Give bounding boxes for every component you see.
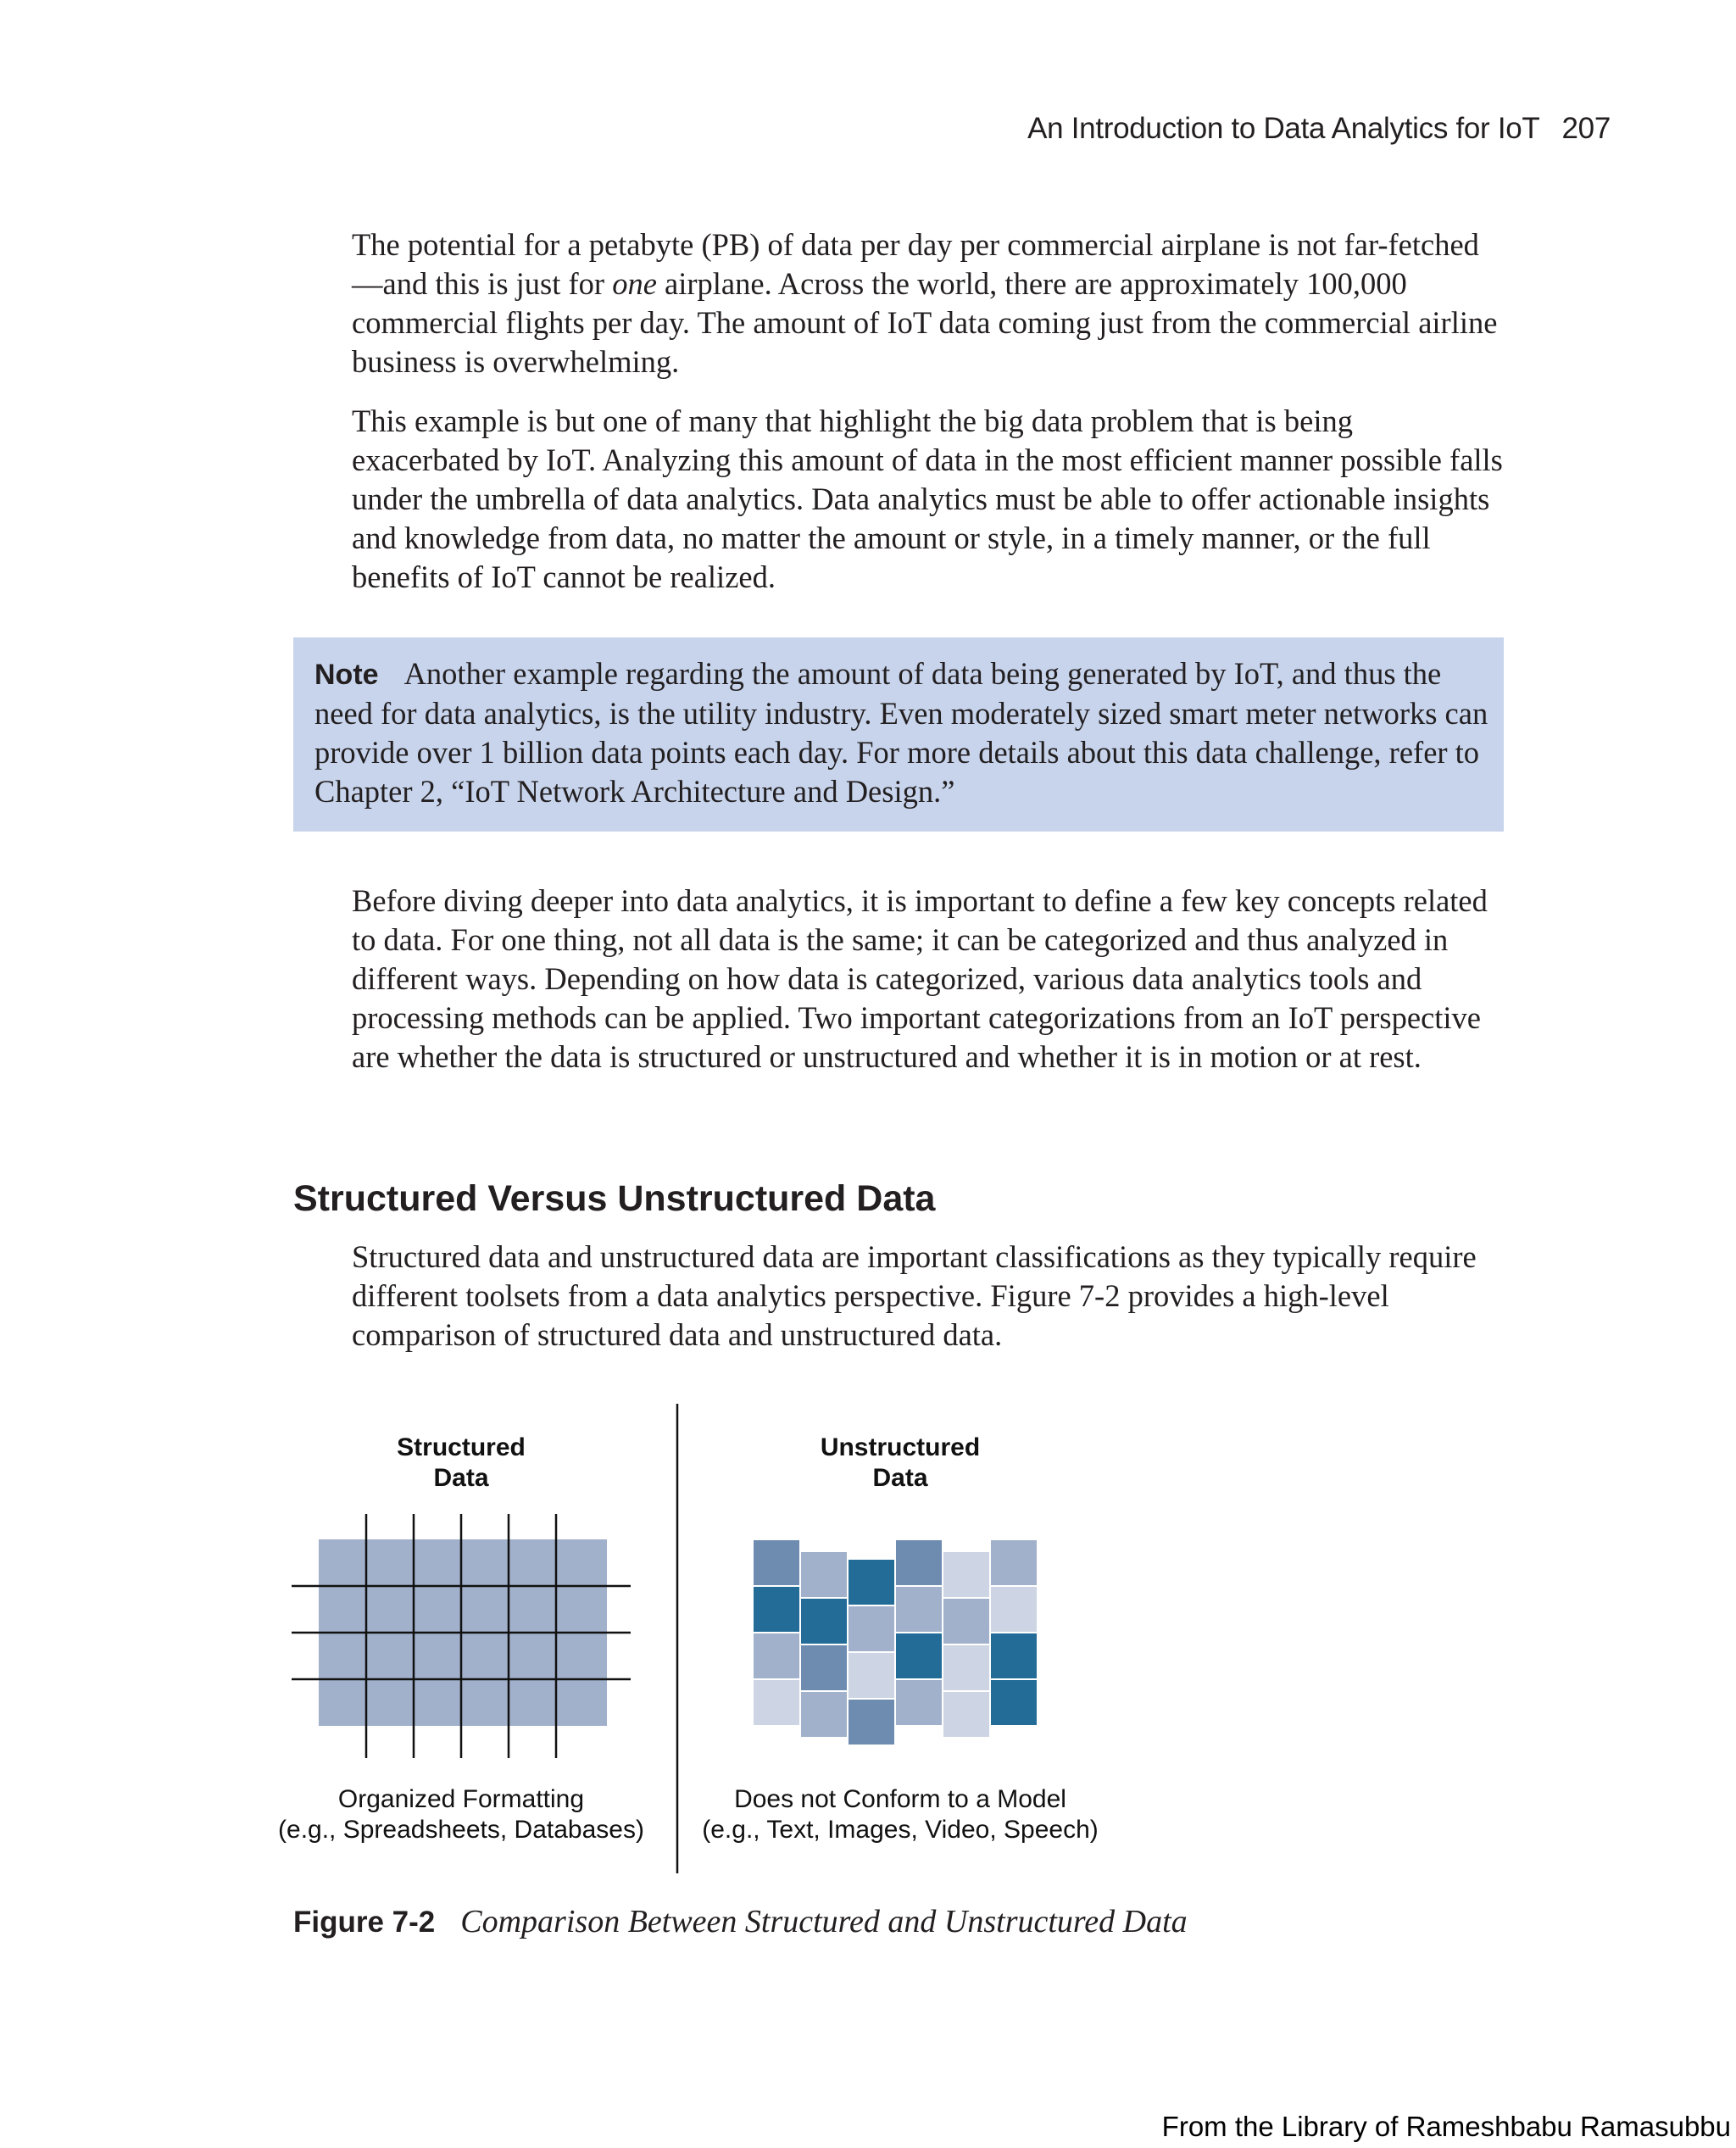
unstructured-data-cell [895, 1633, 943, 1679]
unstructured-caption-line2: (e.g., Text, Images, Video, Speech) [702, 1816, 1099, 1844]
paragraph-text: airplane. Across the world, there are approximately 100,000 commercial flights per day. The amount of IoT data coming just from the commercial airline business is overwhelming. [352, 266, 1498, 379]
figure-caption-text: Comparison Between Structured and Unstructured Data [460, 1904, 1188, 1939]
unstructured-data-cell [943, 1644, 990, 1691]
note-label: Note [314, 659, 379, 691]
unstructured-data-cell [800, 1551, 848, 1598]
structured-caption-line1: Organized Formatting [337, 1785, 585, 1813]
paragraph-classifications: Structured data and unstructured data are important classifications as they typically require different toolsets from a data analytics perspective. Figure 7-2 provides a high-level comparison of structured data and unstructured data. [352, 1239, 1477, 1352]
running-title: An Introduction to Data Analytics for IoT [1027, 112, 1540, 145]
unstructured-data-cell [990, 1586, 1038, 1633]
structured-caption-line2: (e.g., Spreadsheets, Databases) [278, 1816, 644, 1844]
unstructured-data-cell [895, 1586, 943, 1633]
unstructured-data-cell [895, 1539, 943, 1586]
structured-data-grid [292, 1514, 631, 1758]
unstructured-data-cell [753, 1633, 800, 1679]
page-number: 207 [1561, 112, 1611, 145]
unstructured-data-cell [943, 1551, 990, 1598]
unstructured-data-cell [990, 1633, 1038, 1679]
unstructured-data-cell [753, 1539, 800, 1586]
unstructured-title-line1: Unstructured [820, 1433, 981, 1461]
structured-title-line2: Data [433, 1464, 489, 1492]
unstructured-caption-line1: Does not Conform to a Model [734, 1785, 1066, 1813]
unstructured-data-cell [800, 1691, 848, 1738]
unstructured-data-cell [895, 1679, 943, 1726]
unstructured-data-cell [848, 1699, 895, 1745]
paragraph-text: The potential for a petabyte (PB) of data per day per commercial airplane is not far-fetched—and this is just for [352, 227, 1479, 301]
paragraph-key-concepts: Before diving deeper into data analytics, it is important to define a few key concepts related to data. For one thing, not all data is the same; it can be categorized and thus analyzed in different ways. Depending on how data is categorized, various data analytics tools and processing methods can be applied. Two important categorizations from an IoT perspective are whether the data is structured or unstructured and whether it is in motion or at rest. [352, 883, 1488, 1074]
figure-caption [293, 1903, 1188, 1940]
unstructured-data-cell [848, 1605, 895, 1652]
unstructured-data-cell [990, 1679, 1038, 1726]
unstructured-data-cell [943, 1691, 990, 1738]
unstructured-data-blocks [753, 1539, 1038, 1745]
unstructured-title-line2: Data [872, 1464, 928, 1492]
unstructured-data-cell [848, 1652, 895, 1699]
unstructured-data-cell [753, 1586, 800, 1633]
unstructured-data-cell [800, 1598, 848, 1644]
unstructured-data-cell [943, 1598, 990, 1644]
figure-label: Figure 7-2 [293, 1906, 436, 1939]
note-body: Another example regarding the amount of data being generated by IoT, and thus the need for data analytics, is the utility industry. Even moderately sized smart meter networks can provide over 1 billion data points each day. For more details about this data challenge, refer to Chapter 2, “IoT Network Architecture and Design.” [314, 656, 1488, 809]
structured-title-line1: Structured [397, 1433, 526, 1461]
unstructured-data-cell [753, 1679, 800, 1726]
unstructured-data-cell [848, 1559, 895, 1605]
paragraph-big-data-problem: This example is but one of many that highlight the big data problem that is being exacerbated by IoT. Analyzing this amount of data in the most efficient manner possible falls under the umbrella of data analytics. Data analytics must be able to offer actionable insights and knowledge from data, no matter the amount or style, in a timely manner, or the full benefits of IoT cannot be realized. [352, 403, 1503, 594]
unstructured-data-cell [800, 1644, 848, 1691]
library-footer: From the Library of Rameshbabu Ramasubbu [1161, 2111, 1731, 2142]
emphasis-one: one [612, 266, 657, 301]
section-heading: Structured Versus Unstructured Data [293, 1178, 936, 1219]
unstructured-data-cell [990, 1539, 1038, 1586]
